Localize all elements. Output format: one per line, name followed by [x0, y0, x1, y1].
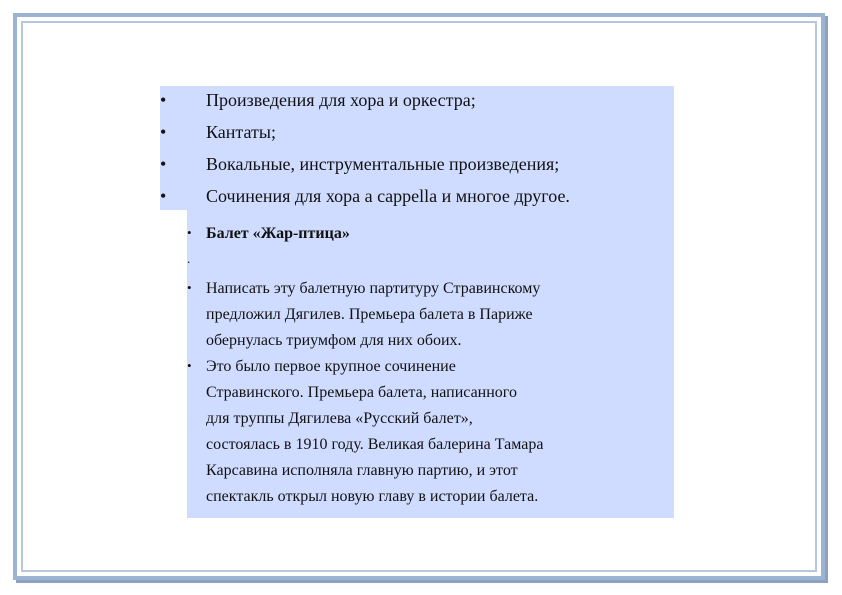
bullet-icon: • — [187, 280, 192, 295]
ballet-title: Балет «Жар-птица» — [206, 225, 350, 242]
bullet-icon: • — [160, 186, 167, 206]
bullet-icon: • — [160, 154, 167, 174]
bullet-icon: • — [187, 225, 192, 240]
bullet-icon: • — [160, 122, 167, 142]
bullet-icon: • — [160, 90, 167, 110]
bullet-icon: • — [187, 358, 192, 373]
works-list: • Произведения для хора и оркестра; • Кантаты; • Вокальные, инструментальные произведения; • Сочинения для хора а cappella и многое другое. — [160, 86, 674, 210]
ballet-section: • Балет «Жар-птица» . • Написать эту балетную партитуру Стравинскому предложил Дягилев. Премьера балета в Париже обернулась триумфом для них обоих. • Это было первое крупное сочинение Стравинского. Премьера балета, написанного для труппы Дягилева «Русский балет», состоялась в 1910 году. Великая балерина Тамара Карсавина исполняла главную партию, и этот спектакль открыл новую главу в истории балета. — [187, 210, 674, 518]
